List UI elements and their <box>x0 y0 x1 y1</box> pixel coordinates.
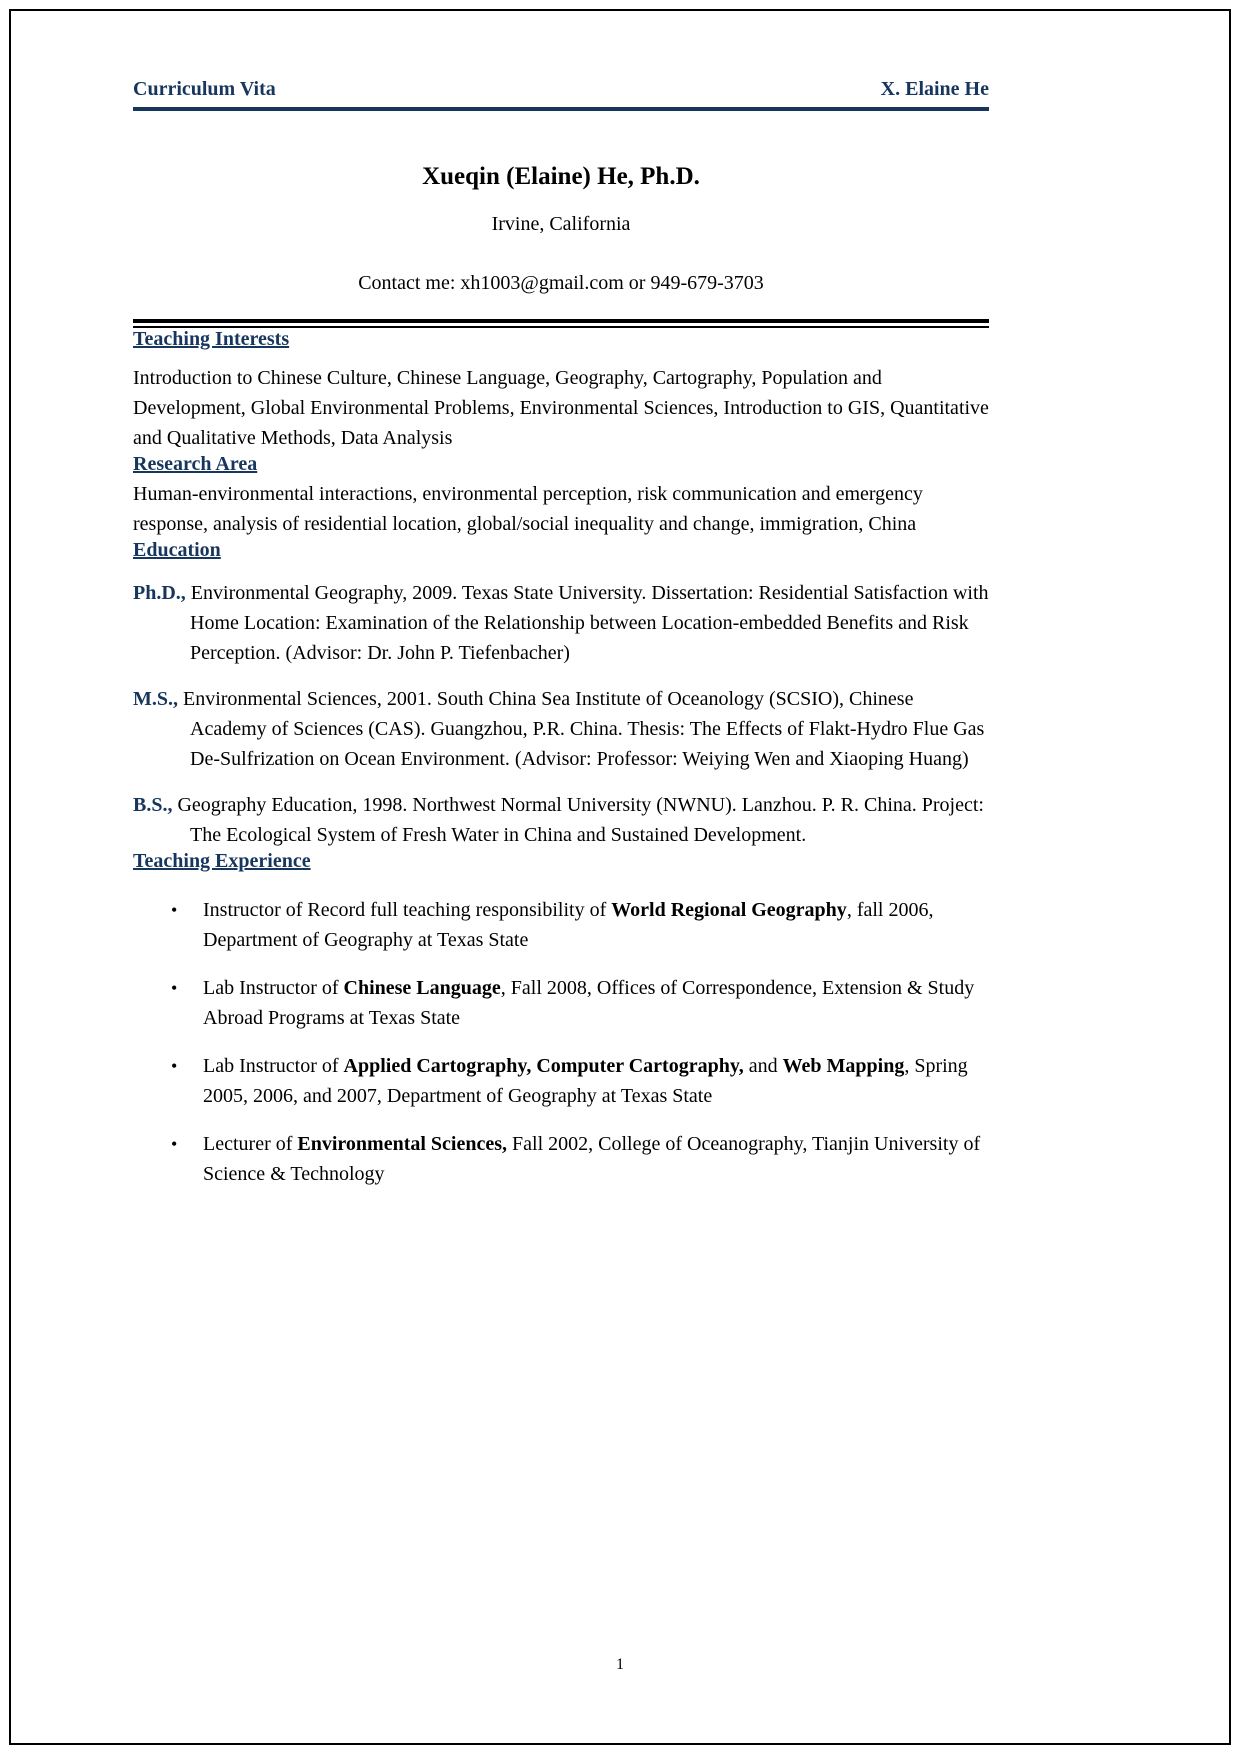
experience-bullet-text: Instructor of Record full teaching responsibility of World Regional Geography, fall 2006, Department of Geography at Texas State <box>203 899 934 951</box>
contact-line: Contact me: xh1003@gmail.com or 949-679-3703 <box>358 272 764 294</box>
bullet-icon: • <box>171 1134 178 1154</box>
person-location: Irvine, California <box>491 213 631 235</box>
bullet-icon: • <box>171 900 178 920</box>
page-number: 1 <box>616 1656 624 1673</box>
bullet-icon: • <box>171 978 178 998</box>
experience-bullet-text: Lecturer of Environmental Sciences, Fall 2002, College of Oceanography, Tianjin University of Science & Technology <box>203 1133 981 1185</box>
research-area-body: Human-environmental interactions, environmental perception, risk communication and emergency response, analysis of residential location, global/social inequality and change, immigration, China <box>133 483 923 535</box>
education-item-phd: Ph.D., Environmental Geography, 2009. Texas State University. Dissertation: Residential Satisfaction with Home Location: Examination of the Relationship between Location-embedded Benefits and Risk Perception. (Advisor: Dr. John P. Tiefenbacher) <box>133 582 989 664</box>
education-item-bs: B.S., Geography Education, 1998. Northwest Normal University (NWNU). Lanzhou. P. R. China. Project: The Ecological System of Fresh Water in China and Sustained Development. <box>133 794 984 846</box>
person-name: Xueqin (Elaine) He, Ph.D. <box>422 163 700 190</box>
double-rule <box>133 319 989 328</box>
header-author: X. Elaine He <box>880 78 989 100</box>
experience-bullet-text: Lab Instructor of Applied Cartography, Computer Cartography, and Web Mapping, Spring 2005, 2006, and 2007, Department of Geography at Texas State <box>203 1055 968 1107</box>
title-block <box>133 163 989 295</box>
teaching-interests-body: Introduction to Chinese Culture, Chinese Language, Geography, Cartography, Population and Development, Global Environmental Problems, Environmental Sciences, Introduction to GIS, Quantitative and Qualitative Methods, Data Analysis <box>133 367 989 449</box>
page-header <box>133 78 989 101</box>
experience-bullet-text: Lab Instructor of Chinese Language, Fall 2008, Offices of Correspondence, Extension & Study Abroad Programs at Texas State <box>203 977 975 1029</box>
section-heading-teaching-experience: Teaching Experience <box>133 850 311 872</box>
education-item-ms: M.S., Environmental Sciences, 2001. South China Sea Institute of Oceanology (SCSIO), Chinese Academy of Sciences (CAS). Guangzhou, P.R. China. Thesis: The Effects of Flakt-Hydro Flue Gas De-Sulfrization on Ocean Environment. (Advisor: Professor: Weiying Wen and Xiaoping Huang) <box>133 688 985 770</box>
experience-bullet-3 <box>133 1051 989 1111</box>
section-heading-research-area: Research Area <box>133 453 258 475</box>
experience-bullet-2 <box>133 973 989 1033</box>
header-rule <box>133 107 989 111</box>
section-heading-teaching-interests: Teaching Interests <box>133 328 290 350</box>
experience-bullet-4 <box>133 1129 989 1189</box>
page-content <box>133 78 989 1189</box>
section-heading-education: Education <box>133 539 221 561</box>
experience-bullet-1 <box>133 895 989 955</box>
teaching-experience-list <box>133 895 989 1189</box>
header-doc-title: Curriculum Vita <box>133 78 276 100</box>
bullet-icon: • <box>171 1056 178 1076</box>
